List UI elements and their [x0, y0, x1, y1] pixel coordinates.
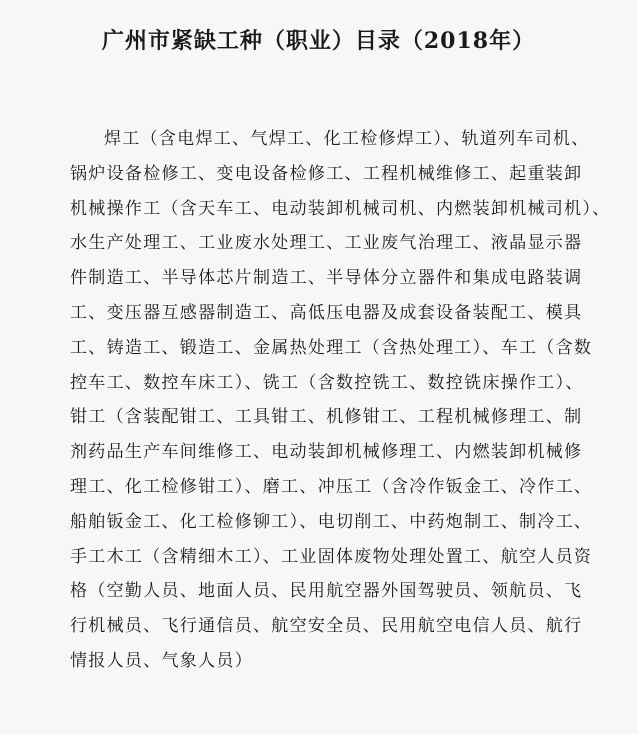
- body-line: 控车工、数控车床工）、铣工（含数控铣工、数控铣床操作工）、: [70, 372, 584, 393]
- body-line: 情报人员、气象人员）: [70, 650, 253, 671]
- body-line: 工、变压器互感器制造工、高低压电器及成套设备装配工、模具: [70, 302, 583, 323]
- body-line: 行机械员、飞行通信员、航空安全员、民用航空电信人员、航行: [70, 616, 583, 637]
- document-body: [70, 122, 630, 679]
- body-line: 理工、化工检修钳工）、磨工、冲压工（含冷作钣金工、冷作工、: [70, 476, 593, 497]
- body-line: 手工木工（含精细木工）、工业固体废物处理处置工、航空人员资: [70, 546, 593, 567]
- body-line: 机械操作工（含天车工、电动装卸机械司机、内燃装卸机械司机）、: [70, 198, 611, 219]
- body-line: 锅炉设备检修工、变电设备检修工、工程机械维修工、起重装卸: [70, 163, 583, 184]
- body-line: 焊工（含电焊工、气焊工、化工检修焊工）、轨道列车司机、: [104, 129, 590, 149]
- body-line: 钳工（含装配钳工、工具钳工、机修钳工、工程机械修理工、制: [70, 407, 583, 428]
- body-line: 船舶钣金工、化工检修铆工）、电切削工、中药炮制工、制冷工、: [70, 511, 593, 532]
- body-line: 工、铸造工、锻造工、金属热处理工（含热处理工）、车工（含数: [70, 337, 593, 358]
- body-line: 水生产处理工、工业废水处理工、工业废气治理工、液晶显示器: [70, 233, 583, 254]
- body-line: 格（空勤人员、地面人员、民用航空器外国驾驶员、领航员、飞: [70, 581, 583, 602]
- document-title: 广州市紧缺工种（职业）目录（2018年）: [101, 28, 536, 54]
- body-line: 件制造工、半导体芯片制造工、半导体分立器件和集成电路装调: [70, 268, 583, 289]
- body-line: 剂药品生产车间维修工、电动装卸机械修理工、内燃装卸机械修: [70, 442, 583, 463]
